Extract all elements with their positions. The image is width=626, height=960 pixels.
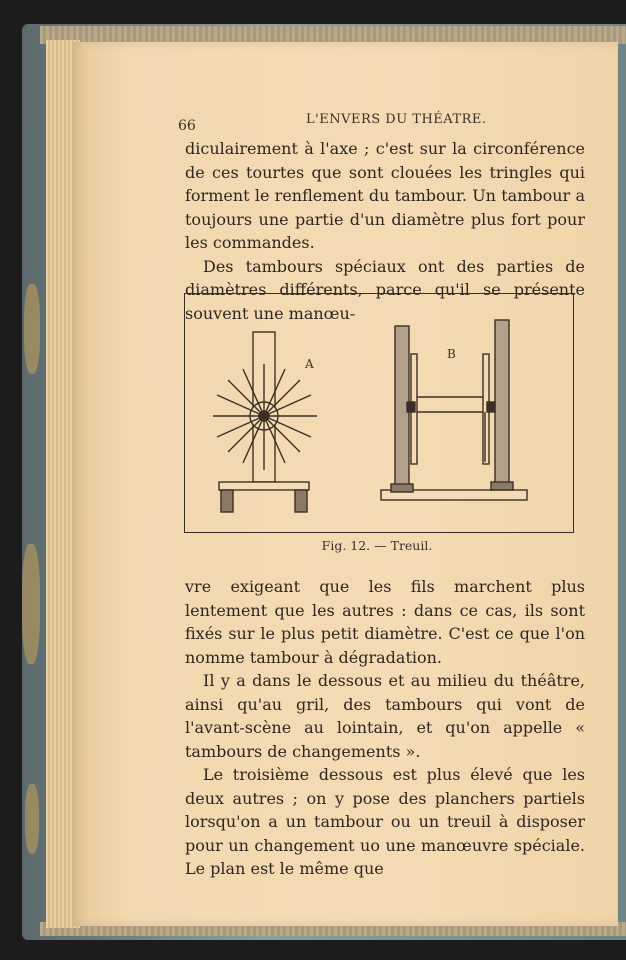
figure-12 xyxy=(184,293,574,533)
paragraph: Le troisième dessous est plus élevé que les deux autres ; on y pose des planchers partiels lorsqu'on a un tambour ou un treuil à disposer pour un changement uo une manœuvre spéciale. Le plan est le même que xyxy=(185,765,585,878)
marble-pattern xyxy=(24,284,40,374)
winch-illustration xyxy=(185,294,573,532)
paragraph: Il y a dans le dessous et au milieu du théâtre, ainsi qu'au gril, des tambours qui vont de l'avant-scène au lointain, et qu'on appelle « tambours de changements ». xyxy=(185,671,585,761)
running-title: L'ENVERS DU THÉATRE. xyxy=(306,112,487,127)
page-number: 66 xyxy=(178,118,196,134)
paragraph: Des tambours spéciaux ont des parties de diamètres différents, parce qu'il se présente souvent une manœu- xyxy=(185,256,585,323)
drum-wheel-a xyxy=(213,332,317,512)
paragraph: diculairement à l'axe ; c'est sur la circonférence de ces tourtes que sont clouées les tringles qui forment le renflement du tambour. Un tambour a toujours une partie d'un diamètre plus fort pour les commandes. xyxy=(185,139,585,252)
body-text-bottom xyxy=(185,575,585,881)
marble-pattern xyxy=(22,544,40,664)
figure-caption: Fig. 12. — Treuil. xyxy=(321,538,433,553)
paragraph: vre exigeant que les fils marchent plus lentement que les autres : dans ce cas, ils sont fixés sur le plus petit diamètre. C'est ce que l'on nomme tambour à dégradation. xyxy=(185,577,585,667)
running-head xyxy=(178,112,598,132)
marble-pattern xyxy=(25,784,39,854)
figure-label-a: A xyxy=(305,357,314,371)
figure-label-b: B xyxy=(447,347,456,361)
